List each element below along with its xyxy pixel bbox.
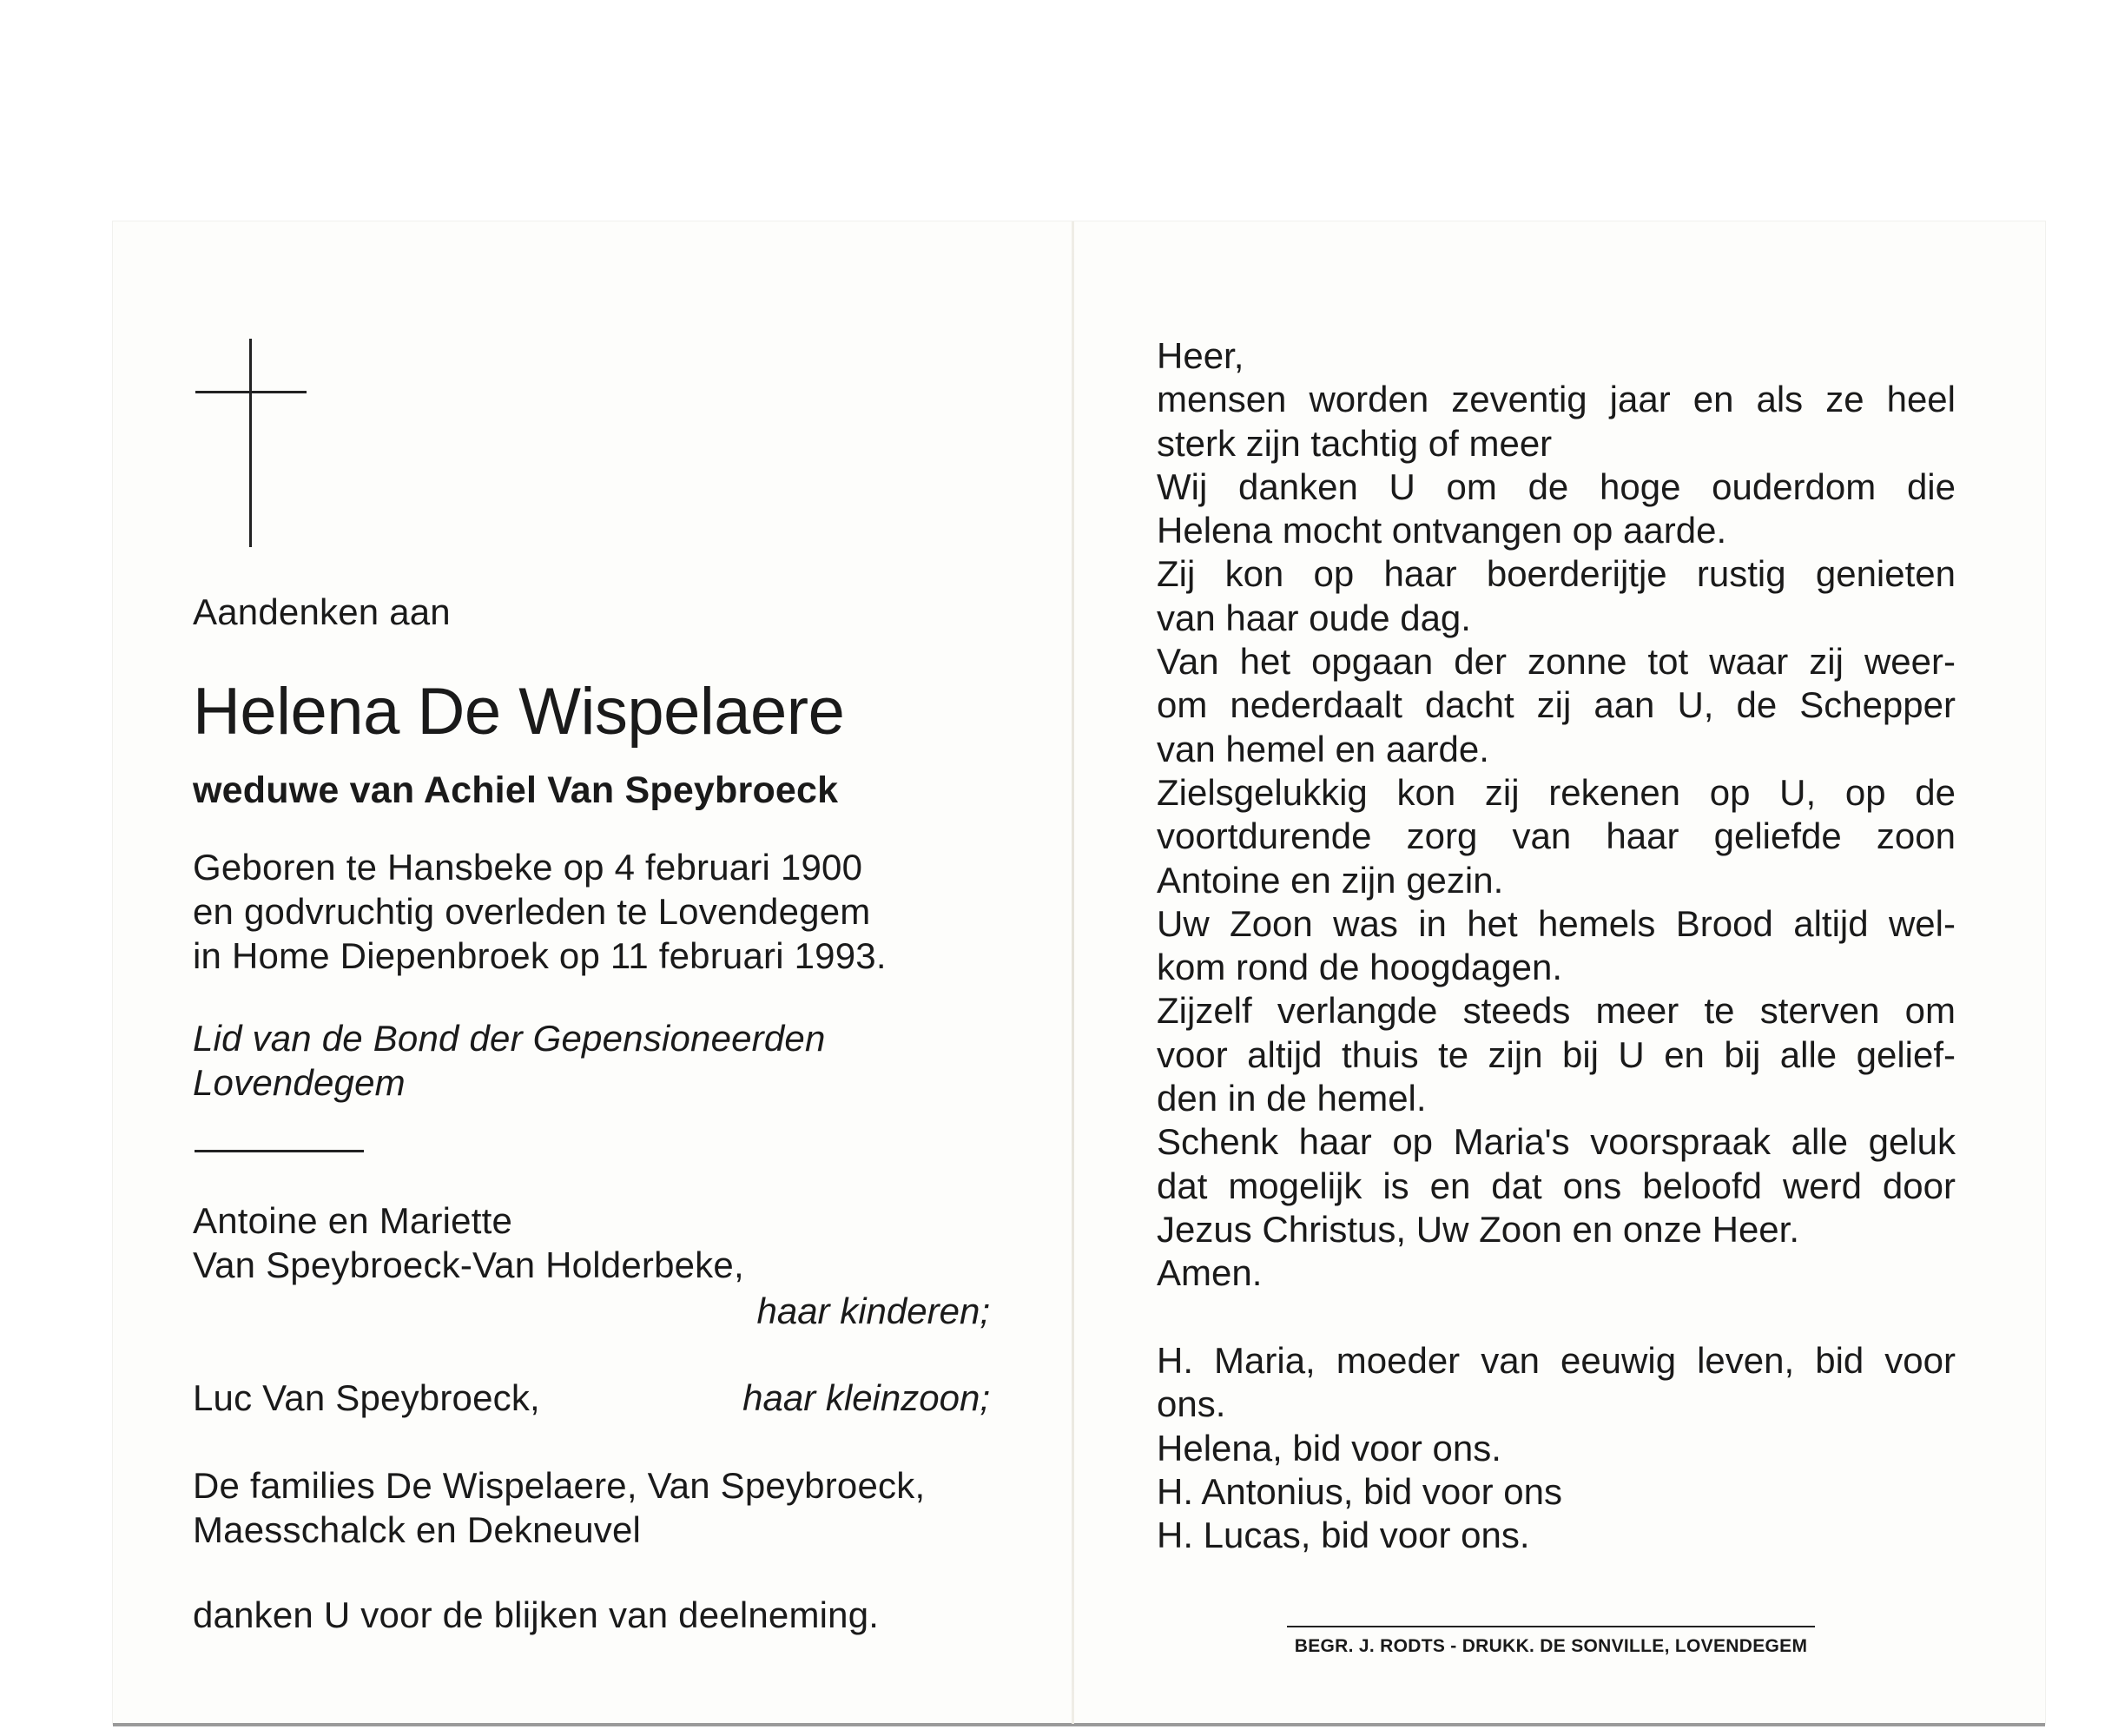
- invocations-line: H. Antonius, bid voor ons: [1157, 1470, 1562, 1512]
- prayer-line: dat mogelijk is en dat ons beloofd werd door: [1157, 1165, 1956, 1206]
- prayer-line: van hemel en aarde.: [1157, 728, 1489, 769]
- prayer-line: Zij kon op haar boerderijtje rustig genieten: [1157, 553, 1956, 595]
- widow-of-text: weduwe van Achiel Van Speybroeck: [193, 769, 839, 811]
- printer-credit: BEGR. J. RODTS - DRUKK. DE SONVILLE, LOVENDEGEM: [1294, 1636, 1808, 1656]
- prayer-line: Schenk haar op Maria's voorspraak alle geluk: [1157, 1121, 1956, 1163]
- printer-rule: [1287, 1626, 1815, 1627]
- latin-cross-icon-bar: [195, 391, 307, 393]
- membership-text: Lid van de Bond der Gepensioneerden Lovendegem: [193, 1018, 826, 1103]
- children-role: haar kinderen;: [756, 1290, 990, 1331]
- thanks-text: danken U voor de blijken van deelneming.: [193, 1594, 880, 1635]
- prayer-line: Heer,: [1157, 335, 1244, 376]
- grandson-name: Luc Van Speybroeck,: [193, 1377, 540, 1418]
- birth-death-text: Geboren te Hansbeke op 4 februari 1900 en godvruchtig overleden te Lovendegem in Home Diepenbroek op 11 februari 1993.: [193, 847, 887, 976]
- intro-text: Aandenken aan: [193, 591, 451, 632]
- prayer-text: [1157, 334, 1956, 1296]
- children-names: Antoine en Mariette Van Speybroeck-Van Holderbeke,: [193, 1200, 744, 1285]
- grandson-role: haar kleinzoon;: [742, 1377, 990, 1418]
- prayer-line: kom rond de hoogdagen.: [1157, 947, 1563, 988]
- prayer-line: Zijzelf verlangde steeds meer te sterven om: [1157, 990, 1956, 1032]
- invocations-line: H. Lucas, bid voor ons.: [1157, 1515, 1530, 1556]
- invocations-line: ons.: [1157, 1383, 1226, 1425]
- prayer-line: Zielsgelukkig kon zij rekenen op U, op de: [1157, 771, 1956, 813]
- prayer-line: voortdurende zorg van haar geliefde zoon: [1157, 815, 1956, 857]
- prayer-line: Amen.: [1157, 1252, 1263, 1294]
- card-edge: [113, 1723, 2045, 1726]
- prayer-line: voor altijd thuis te zijn bij U en bij alle gelief-: [1157, 1033, 1956, 1075]
- prayer-line: Wij danken U om de hoge ouderdom die: [1157, 465, 1956, 507]
- prayer-line: den in de hemel.: [1157, 1078, 1427, 1119]
- card-fold: [1072, 221, 1074, 1724]
- prayer-line: Uw Zoon was in het hemels Brood altijd wel-: [1157, 902, 1956, 944]
- prayer-line: Helena mocht ontvangen op aarde.: [1157, 510, 1727, 551]
- prayer-line: Antoine en zijn gezin.: [1157, 859, 1504, 901]
- prayer-line: van haar oude dag.: [1157, 597, 1471, 638]
- divider: [195, 1150, 364, 1152]
- prayer-line: mensen worden zeventig jaar en als ze heel: [1157, 379, 1956, 420]
- invocations-line: Helena, bid voor ons.: [1157, 1427, 1501, 1469]
- prayer-line: sterk zijn tachtig of meer: [1157, 422, 1553, 464]
- invocations-line: H. Maria, moeder van eeuwig leven, bid voor: [1157, 1340, 1956, 1381]
- invocations-text: [1157, 1339, 1956, 1557]
- deceased-name: Helena De Wispelaere: [193, 675, 845, 749]
- latin-cross-icon: [249, 339, 252, 547]
- prayer-line: om nederdaalt dacht zij aan U, de Schepper: [1157, 684, 1956, 726]
- prayer-line: Jezus Christus, Uw Zoon en onze Heer.: [1157, 1208, 1800, 1250]
- prayer-line: Van het opgaan der zonne tot waar zij weer-: [1157, 641, 1956, 683]
- families-text: De families De Wispelaere, Van Speybroeck, Maesschalck en Dekneuvel: [193, 1465, 926, 1550]
